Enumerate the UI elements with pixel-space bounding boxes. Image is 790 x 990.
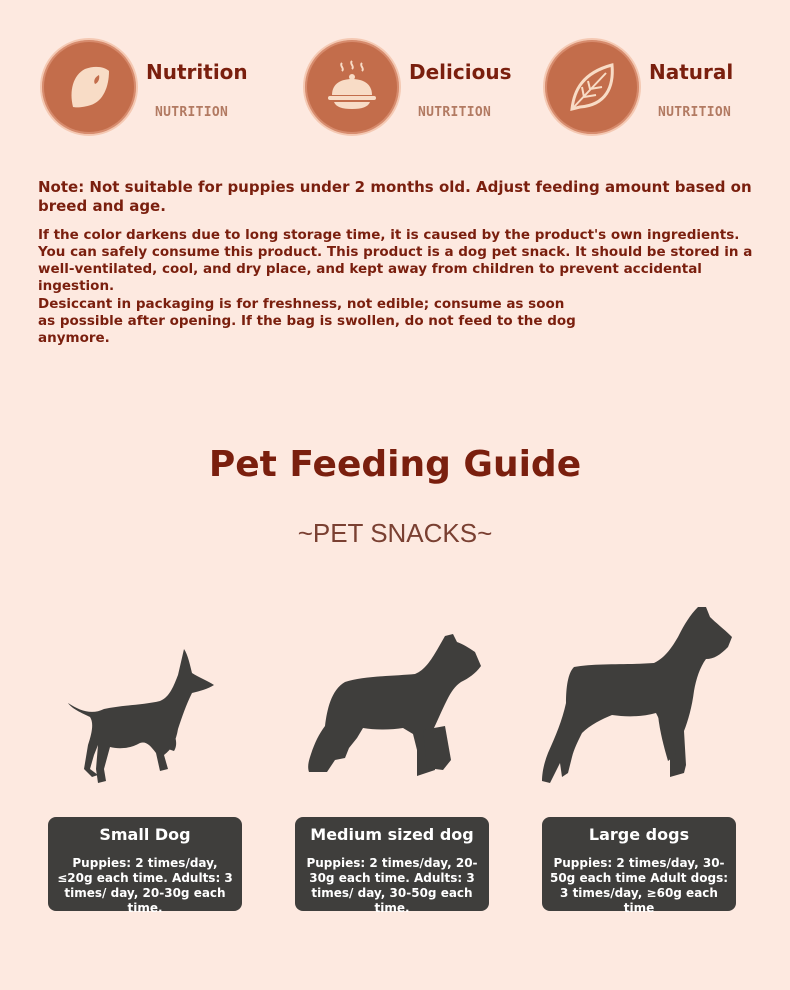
note-desiccant: Desiccant in packaging is for freshness, not edible; consume as soon as possible after opening. If the bag is swollen, do not feed to the dog anymore.: [38, 296, 576, 346]
feature-circle: [40, 38, 138, 136]
feature-subtitle: NUTRITION: [658, 105, 732, 120]
food-cloche-icon: [322, 57, 382, 117]
feature-circle: [543, 38, 641, 136]
card-title: Medium sized dog: [310, 825, 474, 844]
card-text: Puppies: 2 times/day, 30-50g each time Adult dogs: 3 times/day, ≥60g each time: [549, 856, 729, 915]
leaf-sprout-icon: [59, 57, 119, 117]
small-dog-card: [48, 817, 242, 915]
note-main: Note: Not suitable for puppies under 2 months old. Adjust feeding amount based on breed and age.: [38, 178, 752, 215]
feature-title: Delicious: [409, 60, 512, 84]
feature-title: Nutrition: [146, 60, 248, 84]
medium-dog-icon: [305, 630, 487, 778]
card-text: Puppies: 2 times/day, ≤20g each time. Adults: 3 times/ day, 20-30g each time.: [57, 856, 233, 915]
medium-dog-card: [295, 817, 489, 915]
page-title: Pet Feeding Guide: [208, 444, 582, 485]
feature-natural: [543, 38, 783, 134]
leaf-icon: [562, 57, 622, 117]
page-subtitle: ~PET SNACKS~: [297, 518, 493, 548]
small-dog-icon: [64, 645, 216, 785]
feature-nutrition: [40, 38, 280, 134]
note-storage: If the color darkens due to long storage time, it is caused by the product's own ingredients. You can safely consume this product. This product is a dog pet snack. It should be stored in a well-ventilated, cool, and dry place, and kept away from children to prevent accidental ingestion.: [38, 227, 753, 294]
feature-title: Natural: [649, 60, 734, 84]
feature-subtitle: NUTRITION: [418, 105, 492, 120]
card-title: Large dogs: [588, 825, 690, 844]
feature-subtitle: NUTRITION: [155, 105, 229, 120]
feature-delicious: [303, 38, 543, 134]
card-text: Puppies: 2 times/day, 20-30g each time. Adults: 3 times/ day, 30-50g each time.: [306, 856, 478, 915]
large-dog-card: [542, 817, 736, 915]
card-title: Small Dog: [99, 825, 191, 844]
large-dog-icon: [538, 603, 736, 785]
feature-circle: [303, 38, 401, 136]
